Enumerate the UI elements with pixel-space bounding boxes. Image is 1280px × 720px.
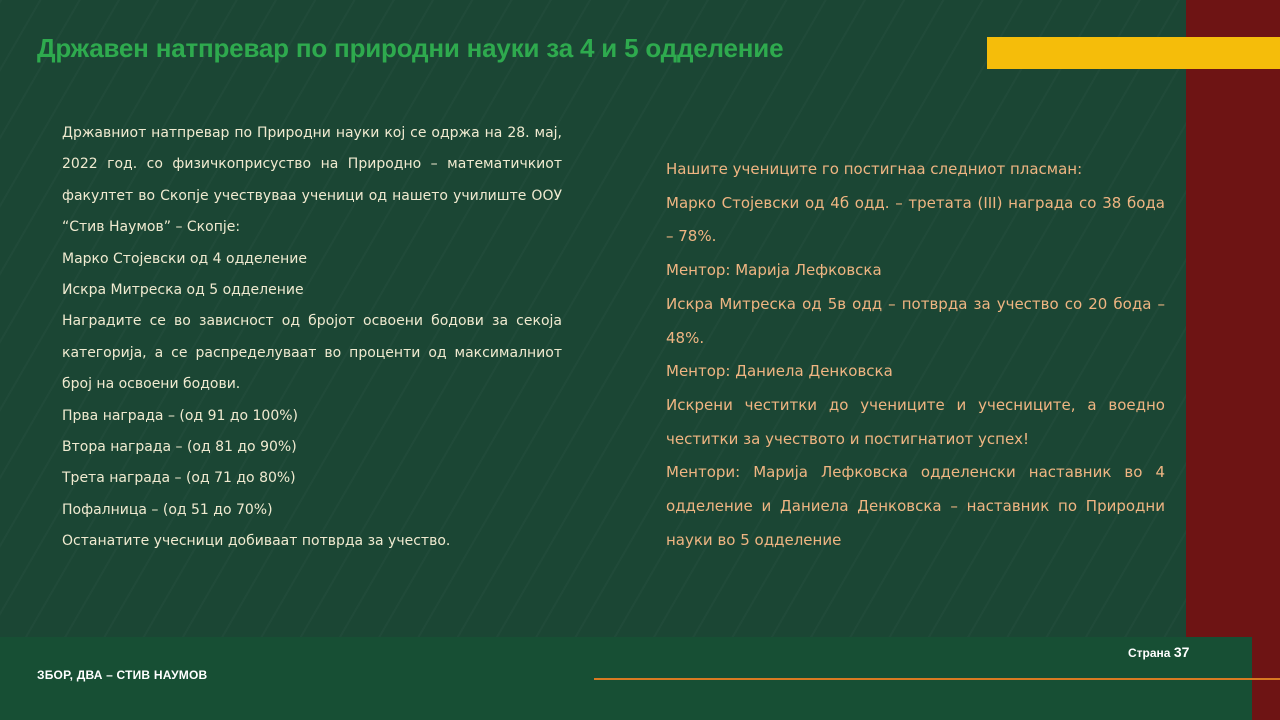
award-tier-line: Втора награда – (од 81 до 90%) [62,439,297,456]
congratulations-paragraph: Искрени честитки до учениците и учесниците, а воедно честитки за учеството и постигнатиот успех! [666,395,1165,448]
participant-line: Искра Митреска од 5 одделение [62,282,304,299]
footer-label: ЗБОР, ДВА – СТИВ НАУМОВ [37,668,208,682]
page-number-value: 37 [1173,644,1190,660]
mentors-paragraph: Ментори: Марија Лефковска одделенски наставник во 4 одделение и Даниела Денковска – наставник по Природни науки во 5 одделение [666,463,1165,549]
awards-explanation: Наградите се во зависност од бројот освоени бодови за секоја категорија, а се распределуваат во проценти од максималниот број на освоени бодови. [62,313,562,393]
slide-title: Државен натпревар по природни науки за 4 и 5 одделение [37,33,784,63]
participation-note: Останатите учесници добиваат потврда за учество. [62,533,451,550]
mentor-line: Ментор: Даниела Денковска [666,362,893,381]
left-text-column [62,118,562,558]
award-tier-line: Пофалница – (од 51 до 70%) [62,501,273,518]
intro-paragraph: Државниот натпревар по Природни науки кој се одржа на 28. мај, 2022 год. со физичкоприсуство на Природно – математичкиот факултет во Скопје учествуваа ученици од нашето училиште ООУ “Стив Наумов” – Скопје: [62,125,562,236]
award-tier-line: Трета награда – (од 71 до 80%) [62,470,296,487]
result-line: Искра Митреска од 5в одд – потврда за учество со 20 бода – 48%. [666,294,1165,347]
right-text-column [666,153,1165,557]
footer-divider-line [594,678,1280,680]
result-line: Марко Стојевски од 4б одд. – третата (III) награда со 38 бода – 78%. [666,193,1165,246]
results-heading: Нашите учениците го постигнаа следниот пласман: [666,160,1083,178]
page-number-prefix: Страна [1128,646,1171,660]
mentor-line: Ментор: Марија Лефковска [666,261,882,280]
page-number [1128,644,1189,660]
participant-line: Марко Стојевски од 4 одделение [62,250,307,267]
decorative-side-band [1186,0,1280,720]
award-tier-line: Прва награда – (од 91 до 100%) [62,407,299,424]
title-accent-bar [987,37,1280,69]
